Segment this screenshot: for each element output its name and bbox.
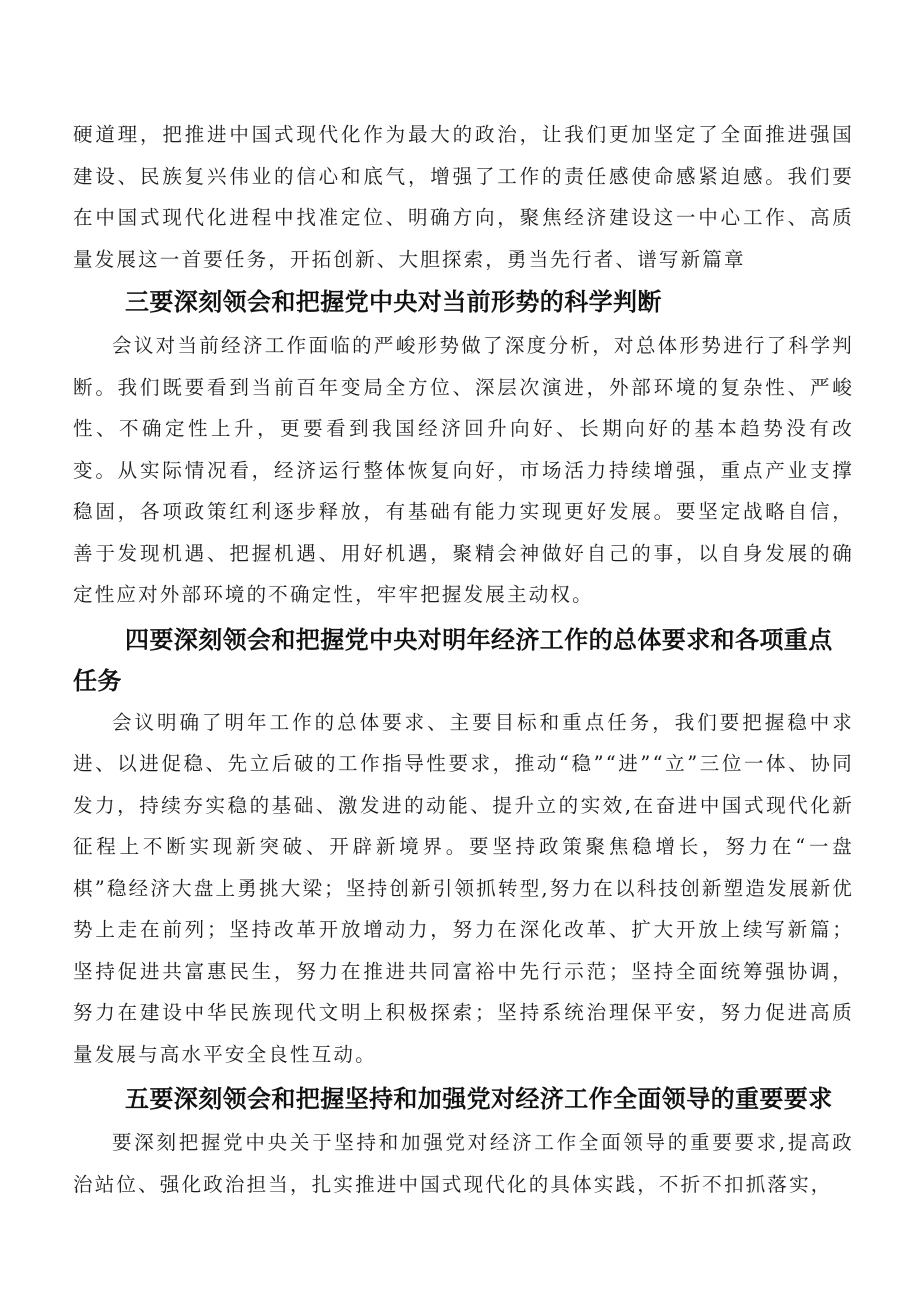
section-heading-four bbox=[73, 620, 854, 702]
section-heading-four-line1: 四要深刻领会和把握党中央对明年经济工作的总体要求和各项重点 bbox=[125, 625, 833, 654]
intro-paragraph: 硬道理，把推进中国式现代化作为最大的政治，让我们更加坚定了全面推进强国建设、民族复兴伟业的信心和底气，增强了工作的责任感使命感紧迫感。我们要在中国式现代化进程中找准定位、明确方向，聚焦经济建设这一中心工作、高质量发展这一首要任务，开拓创新、大胆探索，勇当先行者、谱写新篇章 bbox=[73, 123, 854, 271]
section-heading-four-line2: 任务 bbox=[73, 666, 122, 695]
section-heading-five: 五要深刻领会和把握坚持和加强党对经济工作全面领导的重要要求 bbox=[125, 1085, 833, 1113]
section-body-five: 要深刻把握党中央关于坚持和加强党对经济工作全面领导的重要要求,提高政治站位、强化政治担当，扎实推进中国式现代化的具体实践，不折不扣抓落实， bbox=[73, 1131, 854, 1196]
section-body-three: 会议对当前经济工作面临的严峻形势做了深度分析，对总体形势进行了科学判断。我们既要看到当前百年变局全方位、深层次演进，外部环境的复杂性、严峻性、不确定性上升，更要看到我国经济回升向好、长期向好的基本趋势没有改变。从实际情况看，经济运行整体恢复向好，市场活力持续增强，重点产业支撑稳固，各项政策红利逐步释放，有基础有能力实现更好发展。要坚定战略自信，善于发现机遇、把握机遇、用好机遇，聚精会神做好自己的事，以自身发展的确定性应对外部环境的不确定性，牢牢把握发展主动权。 bbox=[73, 334, 854, 606]
section-heading-three: 三要深刻领会和把握党中央对当前形势的科学判断 bbox=[125, 288, 662, 316]
section-body-four: 会议明确了明年工作的总体要求、主要目标和重点任务，我们要把握稳中求进、以进促稳、先立后破的工作指导性要求，推动“稳”“进”“立”三位一体、协同发力，持续夯实稳的基础、激发进的动能、提升立的实效,在奋进中国式现代化新征程上不断实现新突破、开辟新境界。要坚持政策聚焦稳增长，努力在“一盘棋”稳经济大盘上勇挑大梁；坚持创新引领抓转型,努力在以科技创新塑造发展新优势上走在前列；坚持改革开放增动力，努力在深化改革、扩大开放上续写新篇；坚持促进共富惠民生，努力在推进共同富裕中先行示范；坚持全面统筹强协调，努力在建设中华民族现代文明上积极探索；坚持系统治理保平安，努力促进高质量发展与高水平安全良性互动。 bbox=[73, 710, 854, 1066]
